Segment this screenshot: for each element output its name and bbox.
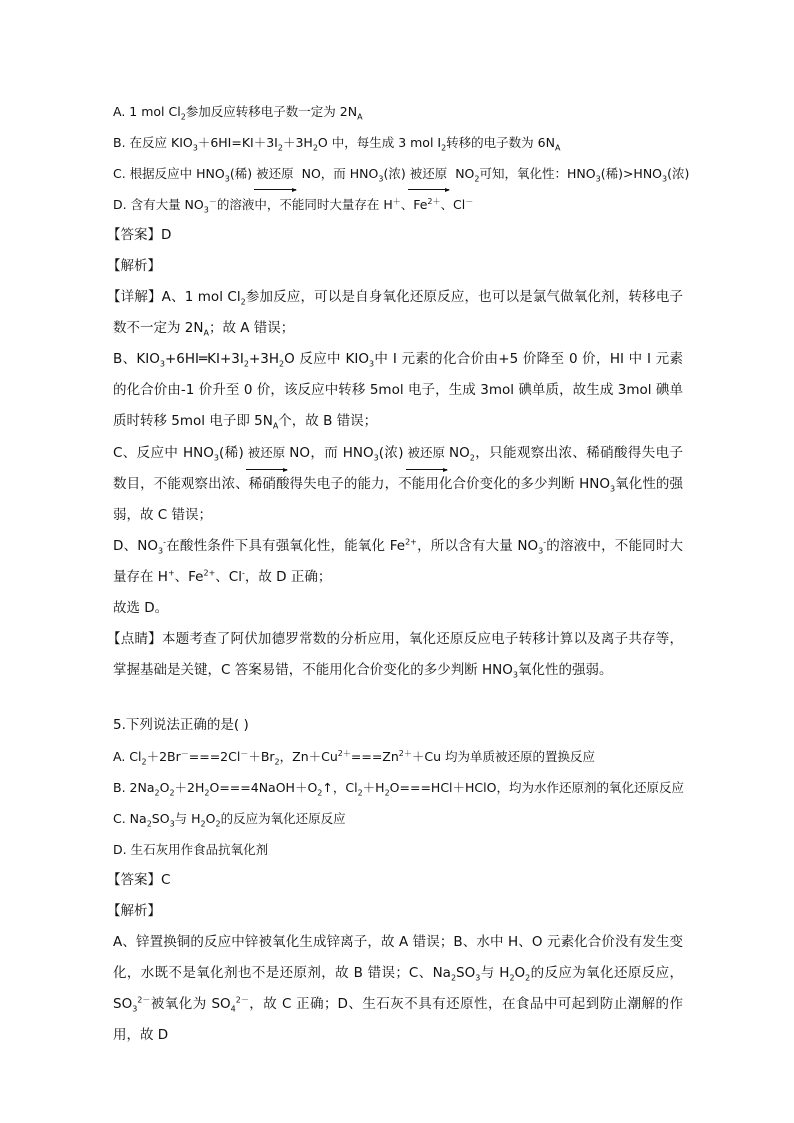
- q4-option-d: D. 含有大量 $NO_3^-$的溶液中，不能同时大量存在 H＋、$Fe^{2+}$、Cl－: [113, 196, 474, 215]
- q5-option-c: C. $Na_2SO_3$与 $H_2O_2$的反应为氧化还原反应: [113, 811, 346, 829]
- q5-title: 5.下列说法正确的是( ): [113, 717, 249, 733]
- document-page: [107, 96, 690, 1051]
- q4-option-a: A. 1 mol $Cl_2$参加反应转移电子数一定为 $2N_A$: [113, 104, 363, 122]
- q4-comment: 【点睛】本题考查了阿伏加德罗常数的分析应用，氧化还原反应电子转移计算以及离子共存等，掌握基础是关键，C 答案易错，不能用化合价变化的多少判断 $HNO_3$氧化性的强弱。: [107, 631, 684, 680]
- reaction-arrow: 被还原: [246, 437, 288, 469]
- q4-detail-c: C、反应中 $HNO_3$(稀) 被还原 NO，而 $HNO_3$(浓) 被还原 $NO_2$，只能观察出浓、稀硝酸得失电子数目，不能观察出浓、稀硝酸得失电子的能力，不能用化合价变化的多少判断 $HNO_3$氧化性的强弱，故 C 错误；: [113, 437, 683, 531]
- q4-detail-a: 【详解】A、1 mol $Cl_2$参加反应，可以是自身氧化还原反应，也可以是氯气做氧化剂，转移电子数不一定为 $2N_A$；故 A 错误；: [107, 289, 684, 338]
- q5-analysis-label: 【解析】: [107, 903, 161, 919]
- q4-detail-d: D、$NO_3^-$在酸性条件下具有强氧化性，能氧化 $Fe^{2+}$，所以含有大量 $NO_3^-$的溶液中，不能同时大量存在 H+、$Fe^{2+}$、Cl-，故 D 正确；: [113, 537, 684, 585]
- q4-detail-b: B、$KIO_3+6HI═KI+3I_2+3H_2O$ 反应中 $KIO_3$中 I 元素的化合价由+5 价降至 0 价，HI 中 I 元素的化合价由-1 价升至 0 价，该反应中转移 5mol 电子，生成 3mol 碘单质，故生成 3mol 碘单质时转移 5mol 电子即 $5N_A$个，故 B 错误；: [113, 351, 683, 431]
- q4-analysis-label: 【解析】: [107, 258, 161, 274]
- reaction-arrow: 被还原: [254, 158, 296, 189]
- q5-option-d: D. 生石灰用作食品抗氧化剂: [113, 842, 269, 857]
- q5-option-b: B. $2Na_2O_2+2H_2O===4NaOH+O_2↑$，$Cl_2+H_2O===HCl+HClO$，均为水作还原剂的氧化还原反应: [113, 780, 684, 798]
- reaction-arrow: 被还原: [408, 158, 450, 189]
- reaction-arrow: 被还原: [406, 437, 448, 469]
- q5-option-a: A. $Cl_2+2Br^-===2Cl^-+Br_2$，$Zn+Cu^{2+}===Zn^{2+}+Cu$ 均为单质被还原的置换反应: [113, 748, 596, 767]
- q5-analysis: A、锌置换铜的反应中锌被氧化生成锌离子，故 A 错误；B、水中 H、O 元素化合价没有发生变化，水既不是氧化剂也不是还原剂，故 B 错误；C、$Na_2SO_3$与 $H_2O_2$的反应为氧化还原反应，$SO_3^{2-}$被氧化为 $SO_4^{2-}$，故 C 正确；D、生石灰不具有还原性，在食品中可起到防止潮解的作用，故 D: [113, 934, 683, 1043]
- q4-option-c: C. 根据反应中 $HNO_3$(稀) 被还原 NO，而 $HNO_3$(浓) 被还原 $NO_2$可知，氧化性：$HNO_3$(稀)$>HNO_3$(浓): [113, 158, 683, 189]
- q4-choose: 故选 D。: [113, 600, 169, 616]
- q5-answer: 【答案】C: [107, 872, 171, 888]
- q4-option-b: B. 在反应 $KIO_3+6HI=KI+3I_2+3H_2O$ 中，每生成 3 mol $I_2$转移的电子数为 $6N_A$: [113, 135, 561, 153]
- q4-answer: 【答案】D: [107, 227, 172, 243]
